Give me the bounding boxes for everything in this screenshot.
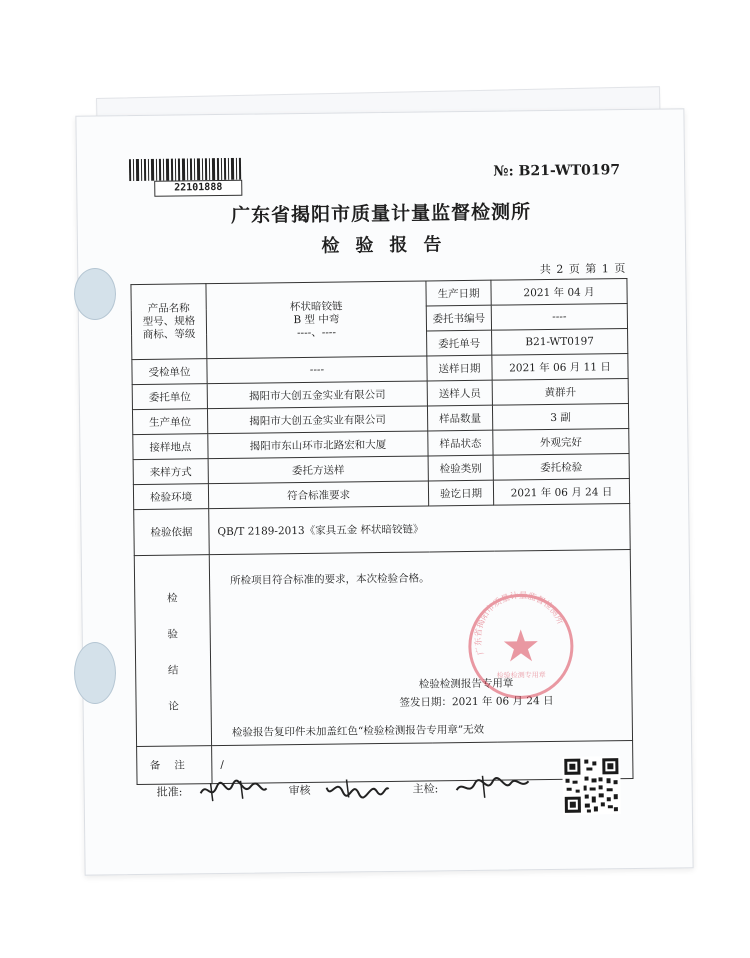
inspect-label: 主检: <box>412 782 439 796</box>
environment-label: 检验环境 <box>133 484 208 510</box>
barcode-number: 22101888 <box>154 180 242 197</box>
sample-state-value: 外观完好 <box>493 429 629 456</box>
inspected-unit-value: ---- <box>207 356 427 384</box>
page-count: 共 2 页 第 1 页 <box>539 262 626 277</box>
commission-no-label: 委托书编号 <box>426 305 491 331</box>
model-spec-label: 型号、规格 <box>142 314 196 328</box>
binder-clip-icon <box>74 268 116 320</box>
basis-value: QB/T 2189-2013《家具五金 杯状暗铰链》 <box>209 504 631 555</box>
remarks-label: 备注 <box>137 746 212 785</box>
seal-sub-text: 检验检测专用章 <box>496 671 546 680</box>
completion-date-value: 2021 年 06 月 24 日 <box>493 479 629 506</box>
signature-row <box>156 770 616 816</box>
conclusion-label-char: 结 <box>167 664 179 677</box>
environment-value: 符合标准要求 <box>208 481 428 509</box>
sampling-method-value: 委托方送样 <box>208 456 428 484</box>
copy-validity-note: 检验报告复印件未加盖红色“检验检测报告专用章”无效 <box>231 723 485 739</box>
manufacturer-label: 生产单位 <box>132 409 207 435</box>
sender-label: 送样人员 <box>427 380 492 406</box>
conclusion-label-char: 论 <box>168 700 179 713</box>
model-spec-value: B 型 中弯 <box>293 313 340 326</box>
sign-date: 签发日期：2021 年 06 月 24 日 <box>399 694 554 709</box>
sample-qty-value: 3 副 <box>492 404 628 431</box>
barcode-icon <box>129 158 244 181</box>
commission-no-value: ---- <box>491 304 627 331</box>
conclusion-label-char: 验 <box>167 628 179 641</box>
commission-id-label: 委托单号 <box>427 330 492 356</box>
inspected-unit-label: 受检单位 <box>132 359 207 385</box>
product-name-value: 杯状暗铰链 <box>289 300 343 313</box>
sampling-site-value: 揭阳市东山环市北路宏和大厦 <box>208 431 428 459</box>
official-seal-icon <box>465 591 576 702</box>
client-unit-value: 揭阳市大创五金实业有限公司 <box>207 381 427 409</box>
product-name-label: 产品名称 <box>147 301 190 315</box>
product-value-cell <box>206 281 427 359</box>
basis-label: 检验依据 <box>134 509 210 556</box>
delivery-date-label: 送样日期 <box>427 355 492 381</box>
brand-grade-value: ----、---- <box>297 326 337 339</box>
sampling-site-label: 接样地点 <box>133 434 208 460</box>
seal-label: 检验检测报告专用章 <box>418 677 514 691</box>
product-label-cell <box>131 284 207 360</box>
report-subtitle: 检验报告 <box>321 234 458 257</box>
approve-label: 批准: <box>156 785 183 799</box>
production-date-value: 2021 年 04 月 <box>491 279 627 306</box>
inspection-type-label: 检验类别 <box>428 455 493 481</box>
sampling-method-label: 来样方式 <box>133 459 208 485</box>
conclusion-text: 所检项目符合标准的要求，本次检验合格。 <box>230 572 430 587</box>
review-signature <box>322 773 390 804</box>
institute-title: 广东省揭阳市质量计量监督检测所 <box>230 201 532 227</box>
qr-code-icon <box>562 756 621 815</box>
conclusion-label <box>134 555 211 747</box>
seal-text: 广东省揭阳市质量计量监督检测所 <box>473 590 565 657</box>
sample-qty-label: 样品数量 <box>427 405 492 431</box>
sender-value: 黄群升 <box>492 379 628 406</box>
completion-date-label: 验讫日期 <box>428 480 493 506</box>
review-label: 审核 <box>288 783 311 798</box>
inspection-type-value: 委托检验 <box>493 454 629 481</box>
remarks-value: / <box>212 740 633 783</box>
conclusion-label-char: 检 <box>166 592 178 605</box>
inspect-signature <box>452 771 532 802</box>
report-number: №: B21-WT0197 <box>493 162 621 180</box>
inspection-table <box>130 278 633 785</box>
client-unit-label: 委托单位 <box>132 384 207 410</box>
commission-id-value: B21-WT0197 <box>492 329 628 356</box>
approve-signature <box>196 774 270 805</box>
production-date-label: 生产日期 <box>426 280 491 306</box>
report-page <box>75 108 693 875</box>
delivery-date-value: 2021 年 06 月 11 日 <box>492 354 628 381</box>
sample-state-label: 样品状态 <box>428 430 493 456</box>
manufacturer-value: 揭阳市大创五金实业有限公司 <box>207 406 427 434</box>
binder-clip-icon <box>74 642 116 704</box>
brand-grade-label: 商标、等级 <box>142 327 196 341</box>
